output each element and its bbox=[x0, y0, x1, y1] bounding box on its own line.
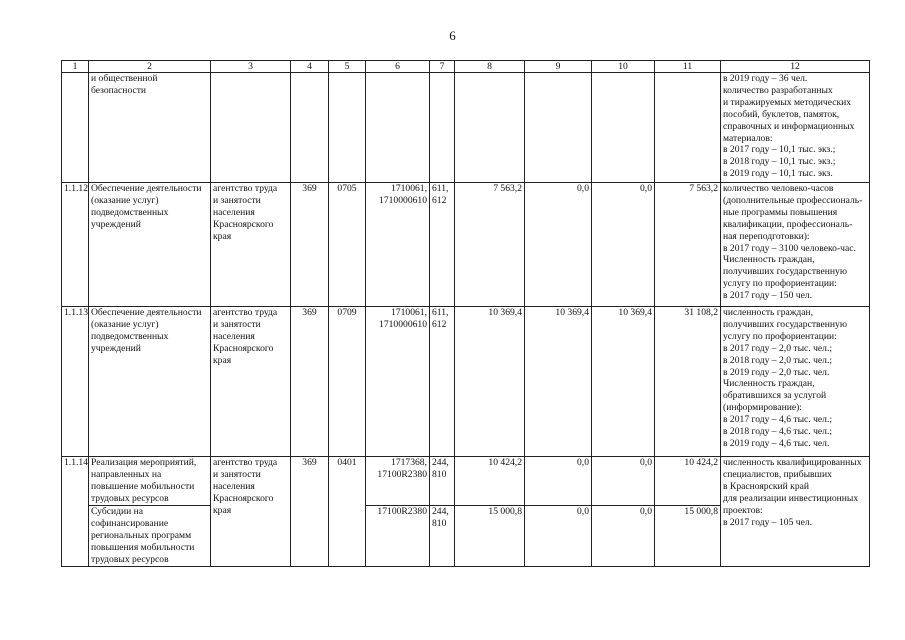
column-header: 9 bbox=[525, 61, 592, 73]
amount-total-cell: 7 563,2 bbox=[655, 183, 721, 307]
csr-cell: 1710061, 1710000610 bbox=[366, 307, 430, 457]
column-header: 11 bbox=[655, 61, 721, 73]
indicator-cell: количество человеко-часов (дополнительные профессиональ- ные программы повышения квалификации, профессиональ- ная переподготовки): в 2017 году – 3100 человеко-час. Численность граждан, получивших государственную услугу по профориентации: в 2017 году – 150 чел. bbox=[721, 183, 870, 307]
column-header: 10 bbox=[592, 61, 655, 73]
amount-2019-cell: 0,0 bbox=[592, 506, 655, 567]
amount-2017-cell: 10 369,4 bbox=[455, 307, 525, 457]
amount-total-cell: 31 108,2 bbox=[655, 307, 721, 457]
rzpr-cell: 0401 bbox=[329, 457, 366, 567]
activity-name-cell: Реализация мероприятий, направленных на повышение мобильности трудовых ресурсов bbox=[89, 457, 211, 506]
amount-2018-cell: 10 369,4 bbox=[525, 307, 592, 457]
page-number: 6 bbox=[449, 28, 456, 43]
csr-cell: 1710061, 1710000610 bbox=[366, 183, 430, 307]
activity-name-cell: и общественной безопасности bbox=[89, 73, 211, 183]
rzpr-cell: 0709 bbox=[329, 307, 366, 457]
item-number-cell: 1.1.12 bbox=[62, 183, 89, 307]
amount-2017-cell: 15 000,8 bbox=[455, 506, 525, 567]
executor-cell: агентство труда и занятости населения Красноярского края bbox=[211, 457, 291, 567]
column-header: 3 bbox=[211, 61, 291, 73]
column-header: 7 bbox=[430, 61, 455, 73]
grbs-cell: 369 bbox=[291, 183, 329, 307]
amount-2018-cell: 0,0 bbox=[525, 457, 592, 506]
program-activities-table bbox=[61, 60, 870, 567]
activity-name-cell: Обеспечение деятельности (оказание услуг) подведомственных учреждений bbox=[89, 183, 211, 307]
amount-2018-cell: 0,0 bbox=[525, 183, 592, 307]
activity-name-cell: Субсидии на софинансирование региональных программ повышения мобильности трудовых ресурсов bbox=[89, 506, 211, 567]
activity-name-cell: Обеспечение деятельности (оказание услуг) подведомственных учреждений bbox=[89, 307, 211, 457]
indicator-cell: численность граждан, получивших государственную услугу по профориентации: в 2017 году – 2,0 тыс. чел.; в 2018 году – 2,0 тыс. чел.; в 2019 году – 2,0 тыс. чел. Численность граждан, обратившихся за услугой (информирование): в 2017 году – 4,6 тыс. чел.; в 2018 году – 4,6 тыс. чел.; в 2019 году – 4,6 тыс. чел. bbox=[721, 307, 870, 457]
indicator-cell: в 2019 году – 36 чел. количество разработанных и тиражируемых методических пособий, буклетов, памяток, справочных и информационных материалов: в 2017 году – 10,1 тыс. экз.; в 2018 году – 10,1 тыс. экз.; в 2019 году – 10,1 тыс. экз. bbox=[721, 73, 870, 183]
column-number-header-row bbox=[62, 61, 870, 73]
vr-cell: 611, 612 bbox=[430, 307, 455, 457]
executor-cell: агентство труда и занятости населения Красноярского края bbox=[211, 307, 291, 457]
amount-2019-cell: 10 369,4 bbox=[592, 307, 655, 457]
amount-2019-cell: 0,0 bbox=[592, 183, 655, 307]
table-row bbox=[62, 307, 870, 457]
amount-2019-cell: 0,0 bbox=[592, 457, 655, 506]
column-header: 4 bbox=[291, 61, 329, 73]
amount-2017-cell: 7 563,2 bbox=[455, 183, 525, 307]
indicator-cell: численность квалифицированных специалистов, прибывших в Красноярский край для реализации инвестиционных проектов: в 2017 году – 105 чел. bbox=[721, 457, 870, 567]
grbs-cell: 369 bbox=[291, 457, 329, 567]
executor-cell: агентство труда и занятости населения Красноярского края bbox=[211, 183, 291, 307]
table-row bbox=[62, 183, 870, 307]
amount-2017-cell: 10 424,2 bbox=[455, 457, 525, 506]
vr-cell: 244, 810 bbox=[430, 457, 455, 506]
table-row bbox=[62, 457, 870, 506]
amount-total-cell: 15 000,8 bbox=[655, 506, 721, 567]
item-number-cell: 1.1.13 bbox=[62, 307, 89, 457]
grbs-cell: 369 bbox=[291, 307, 329, 457]
column-header: 2 bbox=[89, 61, 211, 73]
column-header: 8 bbox=[455, 61, 525, 73]
column-header: 5 bbox=[329, 61, 366, 73]
csr-cell: 17100R2380 bbox=[366, 506, 430, 567]
vr-cell: 244, 810 bbox=[430, 506, 455, 567]
column-header: 6 bbox=[366, 61, 430, 73]
item-number-cell: 1.1.14 bbox=[62, 457, 89, 567]
column-header: 1 bbox=[62, 61, 89, 73]
csr-cell: 1717368, 17100R2380 bbox=[366, 457, 430, 506]
rzpr-cell: 0705 bbox=[329, 183, 366, 307]
amount-total-cell: 10 424,2 bbox=[655, 457, 721, 506]
vr-cell: 611, 612 bbox=[430, 183, 455, 307]
amount-2018-cell: 0,0 bbox=[525, 506, 592, 567]
column-header: 12 bbox=[721, 61, 870, 73]
table-row bbox=[62, 73, 870, 183]
